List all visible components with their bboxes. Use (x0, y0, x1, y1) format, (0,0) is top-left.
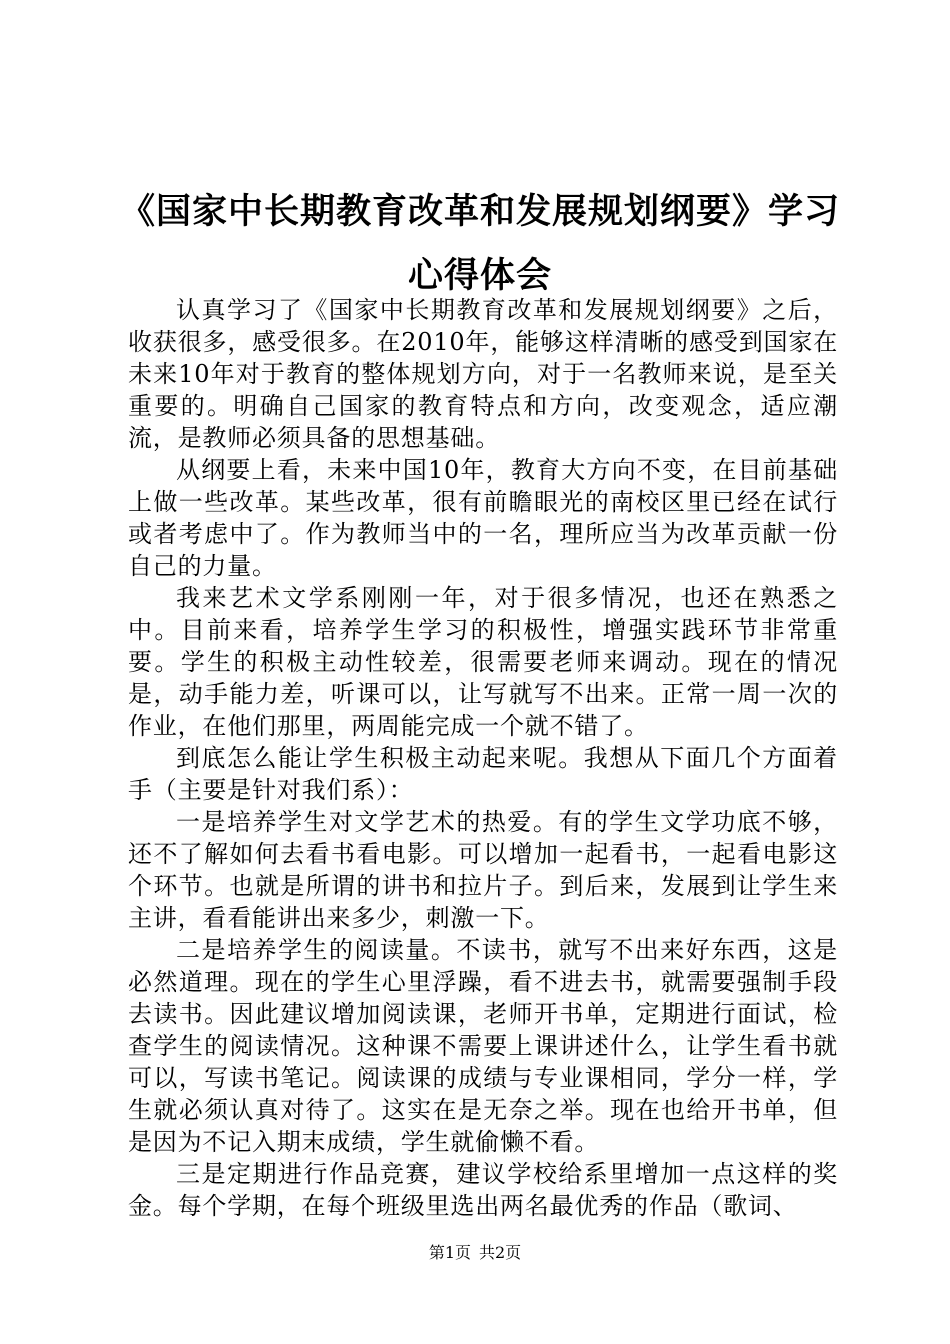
document-title (100, 180, 860, 308)
paragraph: 我来艺术文学系刚刚一年，对于很多情况，也还在熟悉之中。目前来看，培养学生学习的积极性，增强实践环节非常重要。学生的积极主动性较差，很需要老师来调动。现在的情况是，动手能力差，听课可以，让写就写不出来。正常一周一次的作业，在他们那里，两周能完成一个就不错了。 (128, 584, 838, 740)
paragraph: 认真学习了《国家中长期教育改革和发展规划纲要》之后，收获很多，感受很多。在2010年，能够这样清晰的感受到国家在未来10年对于教育的整体规划方向，对于一名教师来说，是至关重要的。明确自己国家的教育特点和方向，改变观念，适应潮流，是教师必须具备的思想基础。 (128, 296, 838, 452)
document-body (128, 294, 838, 1222)
page-number: 第1页 (428, 1243, 471, 1262)
paragraph: 从纲要上看，未来中国10年，教育大方向不变，在目前基础上做一些改革。某些改革，很有前瞻眼光的南校区里已经在试行或者考虑中了。作为教师当中的一名，理所应当为改革贡献一份自己的力量。 (128, 456, 838, 580)
title-line-1: 《国家中长期教育改革和发展规划纲要》学习 (119, 192, 840, 232)
page-total: 共2页 (479, 1243, 522, 1262)
paragraph: 一是培养学生对文学艺术的热爱。有的学生文学功底不够，还不了解如何去看书看电影。可以增加一起看书，一起看电影这个环节。也就是所谓的讲书和拉片子。到后来，发展到让学生来主讲，看看能讲出来多少，刺激一下。 (128, 808, 838, 932)
title-line-2: 心得体会 (407, 256, 552, 296)
paragraph: 到底怎么能让学生积极主动起来呢。我想从下面几个方面着手（主要是针对我们系）： (128, 744, 838, 804)
paragraph: 三是定期进行作品竞赛，建议学校给系里增加一点这样的奖金。每个学期，在每个班级里选出两名最优秀的作品（歌词、 (128, 1160, 838, 1220)
page-footer (0, 1243, 950, 1263)
paragraph: 二是培养学生的阅读量。不读书，就写不出来好东西，这是必然道理。现在的学生心里浮躁，看不进去书，就需要强制手段去读书。因此建议增加阅读课，老师开书单，定期进行面试，检查学生的阅读情况。这种课不需要上课讲述什么，让学生看书就可以，写读书笔记。阅读课的成绩与专业课相同，学分一样，学生就必须认真对待了。这实在是无奈之举。现在也给开书单，但是因为不记入期末成绩，学生就偷懒不看。 (128, 936, 838, 1156)
